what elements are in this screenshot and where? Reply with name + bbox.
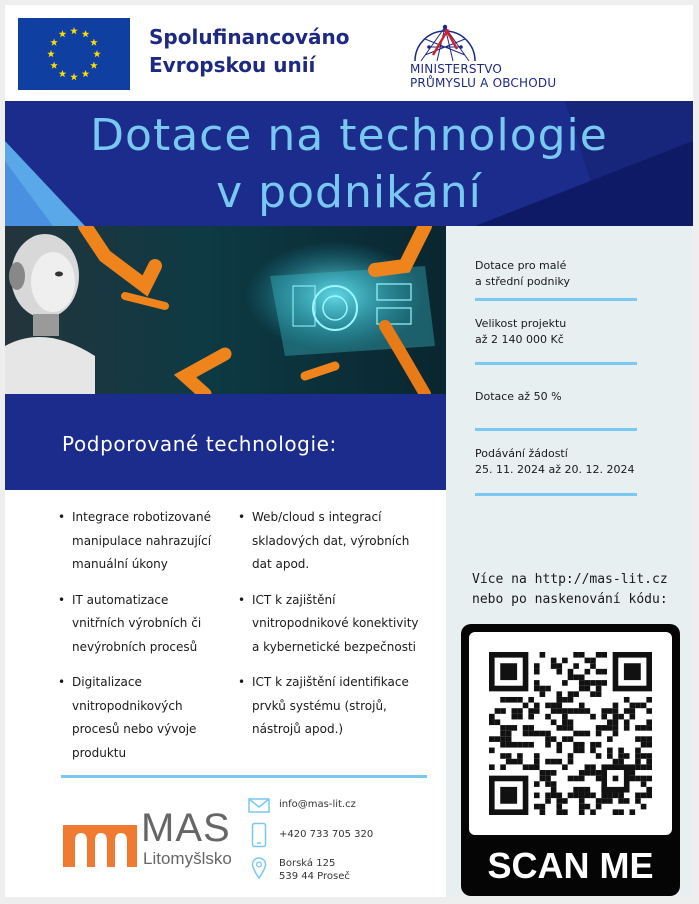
eu-star: [59, 70, 67, 77]
mas-logo: [61, 806, 237, 875]
header: [5, 5, 693, 101]
eu-line-2: Evropskou unií: [149, 53, 316, 77]
eu-flag-icon: [18, 18, 130, 90]
eu-line-1: Spolufinancováno: [149, 25, 350, 49]
list-item: • ICT k zajištění identifikace prvků systému (strojů, nástrojů apod.): [238, 671, 428, 742]
mas-logo-name: MAS: [141, 806, 231, 850]
eu-star: [47, 50, 55, 57]
info-3-line-1: Dotace až 50 %: [475, 390, 562, 403]
phone-text[interactable]: +420 733 705 320: [279, 829, 374, 840]
mpo-line-1: MINISTERSTVO: [410, 62, 503, 76]
info-2-line-1: Velikost projektu: [475, 317, 567, 330]
phone-icon: [251, 822, 267, 848]
info-application-period: [475, 446, 655, 478]
list-item: • Web/cloud s integrací skladových dat, výrobních dat apod.: [238, 506, 428, 577]
hero-title: [5, 107, 693, 221]
eu-star: [93, 50, 101, 57]
qr-code[interactable]: [469, 632, 672, 835]
bullets-right-column: [238, 506, 428, 754]
eu-star: [70, 73, 78, 80]
eu-star: [59, 30, 67, 37]
bullets-left-column: [58, 506, 223, 777]
qr-code-box[interactable]: [461, 624, 680, 896]
info-1-line-1: Dotace pro malé: [475, 259, 567, 272]
more-line-1: Více na http://mas-lit.cz: [472, 572, 668, 587]
list-item: • Digitalizace vnitropodnikových procesů nebo vývoje produktu: [58, 671, 223, 765]
eu-cofinancing-text: [149, 23, 349, 79]
info-subsidy-rate: [475, 389, 655, 405]
robot-factory-image: [5, 226, 446, 394]
address-line-1: Borská 125: [279, 858, 336, 869]
info-divider: [475, 428, 637, 431]
eu-star: [50, 62, 58, 69]
bottom-divider: [61, 775, 427, 778]
mpo-text: [410, 62, 556, 90]
mail-icon: [248, 798, 270, 813]
eu-star: [50, 39, 58, 46]
list-item: • ICT k zajištění vnitropodnikové konektivity a kybernetické bezpečnosti: [238, 589, 428, 660]
address-line-2: 539 44 Proseč: [279, 871, 350, 882]
info-4-line-2: 25. 11. 2024 až 20. 12. 2024: [475, 463, 635, 476]
hero-title-line-2: v podnikání: [216, 167, 482, 218]
list-item: • IT automatizace vnitřních výrobních či nevýrobních procesů: [58, 589, 223, 660]
info-2-line-2: až 2 140 000 Kč: [475, 333, 564, 346]
eu-star: [70, 27, 78, 34]
technologies-heading: Podporované technologie:: [62, 432, 337, 456]
address-text: [279, 857, 409, 883]
technologies-band: [5, 394, 446, 490]
eu-star: [90, 62, 98, 69]
more-line-2: nebo po naskenování kódu:: [472, 592, 668, 607]
location-pin-icon: [251, 857, 267, 879]
more-info-text: [472, 570, 692, 610]
info-4-line-1: Podávání žádostí: [475, 447, 568, 460]
info-1-line-2: a střední podniky: [475, 275, 571, 288]
mas-logo-subtitle: Litomyšlsko: [143, 849, 232, 868]
info-divider: [475, 493, 637, 496]
mas-arches-icon: [61, 817, 139, 869]
hero-title-line-1: Dotace na technologie: [90, 110, 608, 161]
info-divider: [475, 298, 637, 301]
list-item: • Integrace robotizované manipulace nahrazující manuální úkony: [58, 506, 223, 577]
hero-banner: [5, 101, 693, 226]
mpo-line-2: PRŮMYSLU A OBCHODU: [410, 76, 557, 90]
mpo-logo-icon: [407, 21, 483, 63]
email-text[interactable]: info@mas-lit.cz: [279, 799, 356, 810]
eu-star: [82, 30, 90, 37]
qr-code-icon: [489, 652, 652, 815]
info-divider: [475, 362, 637, 365]
info-panel: [446, 226, 693, 897]
eu-star: [82, 70, 90, 77]
poster: [5, 5, 693, 897]
info-small-medium: [475, 258, 655, 290]
eu-star: [90, 39, 98, 46]
scan-me-label: SCAN ME: [487, 845, 654, 886]
info-project-size: [475, 316, 655, 348]
